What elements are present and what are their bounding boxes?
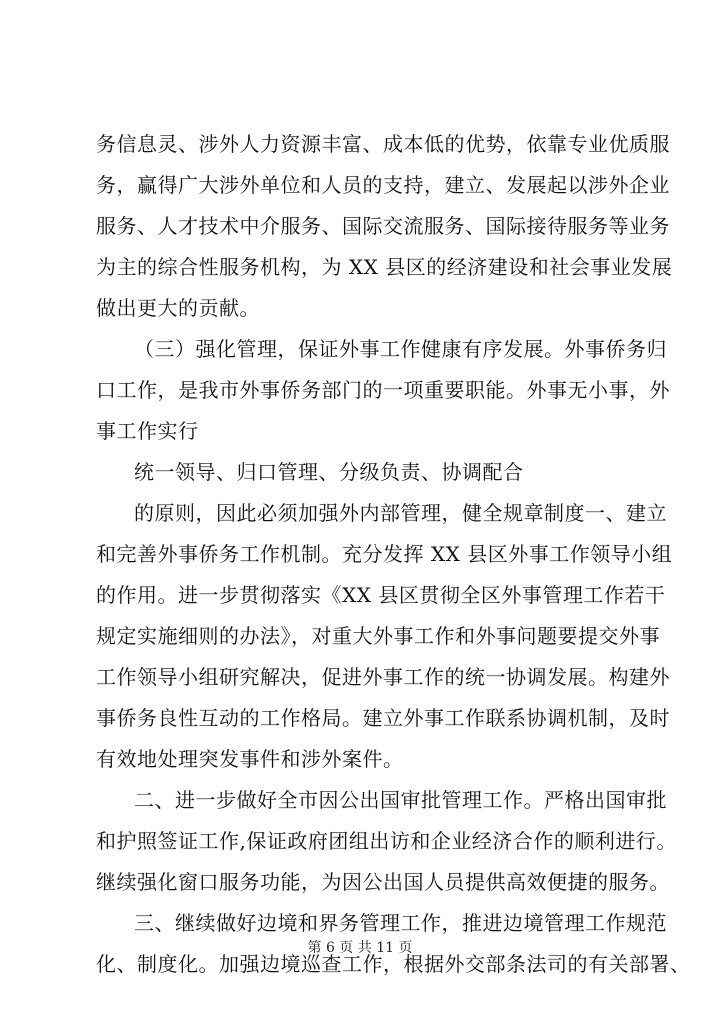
text-line: 事工作实行 <box>96 419 199 443</box>
text-line: 规定实施细则的办法》，对重大外事工作和外事问题要提交外事 <box>96 624 660 648</box>
text-line: 和护照签证工作,保证政府团组出访和企业经济合作的顺利进行。 <box>96 829 677 853</box>
text-line: 服务、人才技术中介服务、国际交流服务、国际接待服务等业务 <box>96 214 670 238</box>
text-line: 二、进一步做好全市因公出国审批管理工作。严格出国审批 <box>134 788 667 812</box>
text-line: 和完善外事侨务工作机制。充分发挥 XX 县区外事工作领导小组 <box>96 542 673 566</box>
text-line: 做出更大的贡献。 <box>96 296 260 320</box>
text-line: 务，赢得广大涉外单位和人员的支持，建立、发展起以涉外企业 <box>96 173 670 197</box>
text-line: 的作用。进一步贯彻落实《XX 县区贯彻全区外事管理工作若干 <box>96 583 666 607</box>
text-line: 化、制度化。加强边境巡查工作，根据外交部条法司的有关部署、 <box>96 952 691 976</box>
text-line: 三、继续做好边境和界务管理工作，推进边境管理工作规范 <box>134 911 667 935</box>
text-line: 口工作，是我市外事侨务部门的一项重要职能。外事无小事，外 <box>96 378 670 402</box>
text-line: 为主的综合性服务机构，为 XX 县区的经济建设和社会事业发展 <box>96 255 673 279</box>
text-line: 的原则，因此必须加强外内部管理，健全规章制度一、建立 <box>134 501 667 525</box>
text-line: 有效地处理突发事件和涉外案件。 <box>96 747 404 771</box>
text-line: 事侨务良性互动的工作格局。建立外事工作联系协调机制，及时 <box>96 706 670 730</box>
text-line: 务信息灵、涉外人力资源丰富、成本低的优势，依靠专业优质服 <box>96 132 670 156</box>
text-line: 统一领导、归口管理、分级负责、协调配合 <box>134 460 524 484</box>
text-line: （三）强化管理，保证外事工作健康有序发展。外事侨务归 <box>134 337 667 361</box>
text-line: 继续强化窗口服务功能，为因公出国人员提供高效便捷的服务。 <box>96 870 670 894</box>
text-line: 工作领导小组研究解决，促进外事工作的统一协调发展。构建外 <box>96 665 670 689</box>
page-footer: 第 6 页 共 11 页 <box>307 940 413 956</box>
